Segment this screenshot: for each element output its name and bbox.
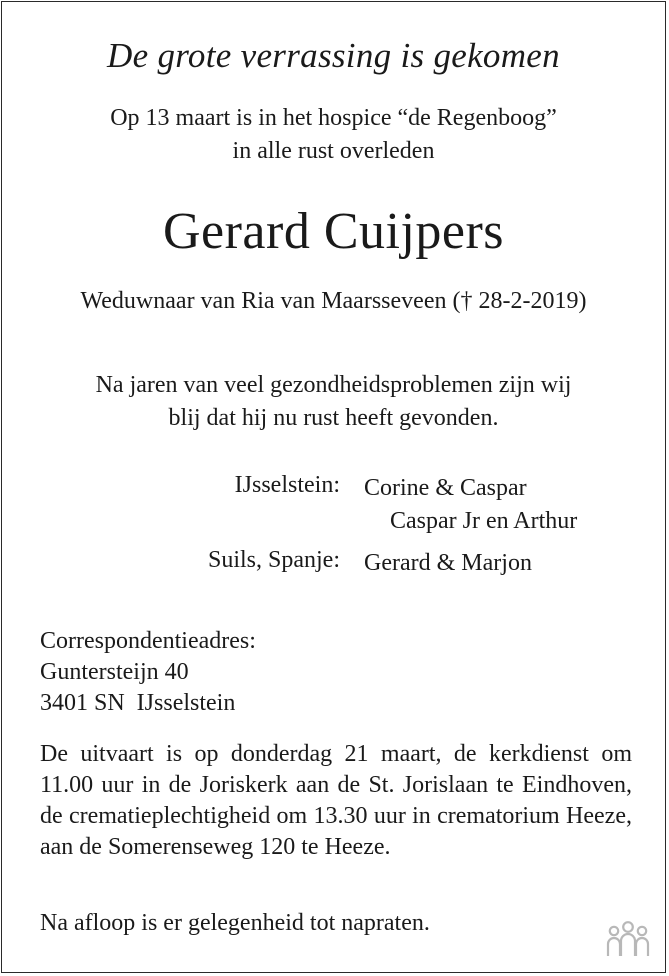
family-place-ijsselstein: IJsselstein:	[234, 472, 340, 498]
obituary-notice	[1, 1, 666, 973]
family-place-suils: Suils, Spanje:	[207, 547, 340, 573]
address-street: Guntersteijn 40	[40, 659, 189, 685]
message-line-2: blij dat hij nu rust heeft gevonden.	[168, 405, 499, 431]
correspondence-address	[40, 626, 256, 719]
message-line-1: Na jaren van veel gezondheidsproblemen zijn wij	[95, 372, 572, 398]
family-name: Caspar Jr en Arthur	[390, 508, 578, 534]
afterwards-note: Na afloop is er gelegenheid tot napraten.	[40, 910, 430, 936]
funeral-details: De uitvaart is op donderdag 21 maart, de kerkdienst om 11.00 uur in de Joriskerk aan de St. Jorislaan te Eindhoven, de crematieplechtigheid om 13.30 uur in crematorium Heeze, aan de Somerenseweg 120 te Heeze.	[40, 741, 632, 860]
intro-line-2: in alle rust overleden	[232, 138, 435, 164]
people-group-icon	[605, 920, 651, 958]
tagline: De grote verrassing is gekomen	[107, 36, 560, 75]
family-name: Corine & Caspar	[364, 475, 527, 501]
intro-line-1: Op 13 maart is in het hospice “de Regenboog”	[110, 105, 557, 131]
family-names-ijsselstein	[364, 472, 577, 538]
deceased-name: Gerard Cuijpers	[162, 203, 505, 260]
widower-line: Weduwnaar van Ria van Maarsseveen († 28-2-2019)	[80, 288, 587, 314]
address-city: 3401 SN IJsselstein	[40, 690, 236, 716]
family-names-suils	[364, 547, 532, 580]
family-message	[2, 369, 665, 435]
address-label: Correspondentieadres:	[40, 628, 256, 654]
intro-text	[2, 102, 665, 168]
family-name: Gerard & Marjon	[364, 550, 532, 576]
